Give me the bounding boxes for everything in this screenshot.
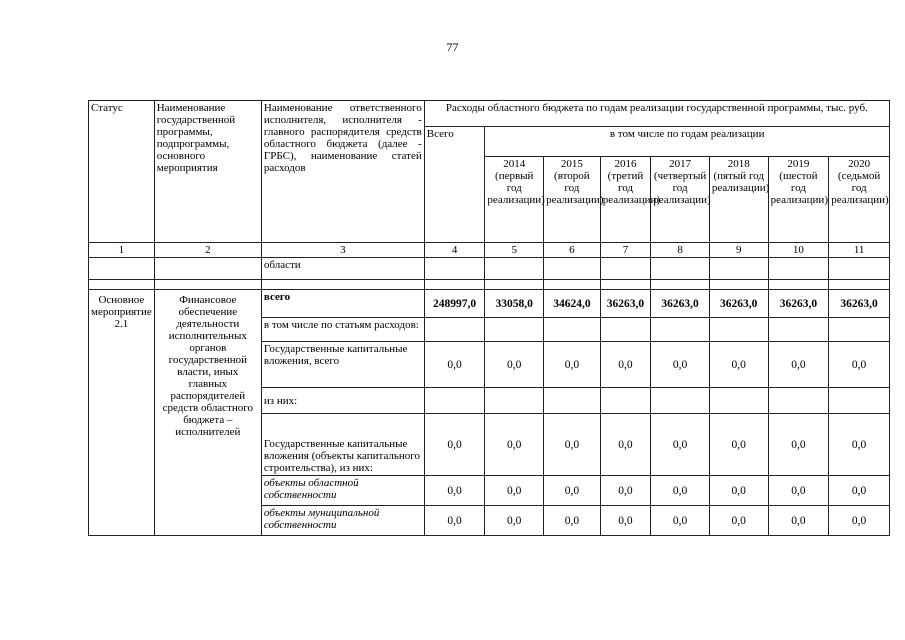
column-number: 6 xyxy=(544,243,601,258)
row-value xyxy=(544,318,601,342)
row-label: в том числе по статьям расходов: xyxy=(261,318,424,342)
row-value: 0,0 xyxy=(709,414,768,476)
column-number: 3 xyxy=(261,243,424,258)
row-label: Государственные капитальные вложения, всего xyxy=(261,342,424,388)
main-event-name: Финансовое обеспечение деятельности исполнительных органов государственной власти, иных главных распорядителей средств областного бюджета – исполнителей xyxy=(154,290,261,536)
row-value: 0,0 xyxy=(600,342,651,388)
row-value xyxy=(709,318,768,342)
row-value xyxy=(424,388,485,414)
row-value: 0,0 xyxy=(600,476,651,506)
row-value xyxy=(544,388,601,414)
row-value: 0,0 xyxy=(651,506,710,536)
row-value: 0,0 xyxy=(485,342,544,388)
row-value xyxy=(651,388,710,414)
row-value xyxy=(768,388,829,414)
carry-row xyxy=(89,258,890,280)
row-value: 0,0 xyxy=(544,476,601,506)
row-value: 0,0 xyxy=(709,476,768,506)
carry-executor: области xyxy=(261,258,424,280)
header-year-2015: 2015 (второй год реализации) xyxy=(544,157,601,243)
column-number: 7 xyxy=(600,243,651,258)
column-number: 11 xyxy=(829,243,890,258)
column-numbers-row xyxy=(89,243,890,258)
row-value: 0,0 xyxy=(651,414,710,476)
column-number: 9 xyxy=(709,243,768,258)
row-value: 0,0 xyxy=(424,506,485,536)
row-value xyxy=(651,318,710,342)
row-value: 0,0 xyxy=(544,414,601,476)
row-value: 0,0 xyxy=(651,476,710,506)
header-year-2018: 2018 (пятый год реализации) xyxy=(709,157,768,243)
header-row-1 xyxy=(89,101,890,127)
row-value xyxy=(600,388,651,414)
column-number: 1 xyxy=(89,243,155,258)
header-total: Всего xyxy=(424,127,485,243)
row-value: 0,0 xyxy=(768,342,829,388)
row-label: из них: xyxy=(261,388,424,414)
column-number: 8 xyxy=(651,243,710,258)
row-value: 0,0 xyxy=(424,342,485,388)
row-label: объекты областной собственности xyxy=(261,476,424,506)
header-executor: Наименование ответственного исполнителя, исполнителя - главного распорядителя средств областного бюджета (далее - ГРБС), наименование статей расходов xyxy=(261,101,424,243)
header-year-2016: 2016 (третий год реализации) xyxy=(600,157,651,243)
row-value: 0,0 xyxy=(600,506,651,536)
row-value xyxy=(600,318,651,342)
column-number: 4 xyxy=(424,243,485,258)
row-value: 0,0 xyxy=(768,506,829,536)
header-by-years: в том числе по годам реализации xyxy=(485,127,890,157)
row-value xyxy=(709,388,768,414)
header-year-2020: 2020 (седьмой год реализации) xyxy=(829,157,890,243)
header-year-2017: 2017 (четвертый год реализации) xyxy=(651,157,710,243)
row-value: 33058,0 xyxy=(485,290,544,318)
page-number: 77 xyxy=(446,40,459,54)
row-value: 0,0 xyxy=(829,414,890,476)
row-value xyxy=(485,318,544,342)
spacer-row xyxy=(89,280,890,290)
row-value xyxy=(424,318,485,342)
row-label: объекты муниципальной собственности xyxy=(261,506,424,536)
row-value xyxy=(485,388,544,414)
budget-table xyxy=(88,100,890,536)
header-year-2014: 2014 (первый год реализации) xyxy=(485,157,544,243)
column-number: 10 xyxy=(768,243,829,258)
column-number: 2 xyxy=(154,243,261,258)
header-expenses: Расходы областного бюджета по годам реализации государственной программы, тыс. руб. xyxy=(424,101,889,127)
row-value: 248997,0 xyxy=(424,290,485,318)
row-value: 36263,0 xyxy=(600,290,651,318)
row-value: 34624,0 xyxy=(544,290,601,318)
header-status: Статус xyxy=(89,101,155,243)
carry-program xyxy=(154,258,261,280)
header-program-name: Наименование государственной программы, подпрограммы, основного мероприятия xyxy=(154,101,261,243)
row-value: 36263,0 xyxy=(829,290,890,318)
row-value: 36263,0 xyxy=(651,290,710,318)
row-value: 36263,0 xyxy=(768,290,829,318)
carry-status xyxy=(89,258,155,280)
row-value: 0,0 xyxy=(651,342,710,388)
row-value: 0,0 xyxy=(424,476,485,506)
row-value: 0,0 xyxy=(544,506,601,536)
row-label: Государственные капитальные вложения (объекты капитального строительства), из них: xyxy=(261,414,424,476)
row-value: 0,0 xyxy=(544,342,601,388)
main-event-status: Основное мероприятие 2.1 xyxy=(89,290,155,536)
row-value: 0,0 xyxy=(829,506,890,536)
row-label: всего xyxy=(261,290,424,318)
row-value xyxy=(829,318,890,342)
row-value: 0,0 xyxy=(768,476,829,506)
row-value: 0,0 xyxy=(829,476,890,506)
row-value: 0,0 xyxy=(485,414,544,476)
row-value xyxy=(829,388,890,414)
row-value: 0,0 xyxy=(600,414,651,476)
row-value xyxy=(768,318,829,342)
row-value: 0,0 xyxy=(768,414,829,476)
row-value: 0,0 xyxy=(485,476,544,506)
row-value: 0,0 xyxy=(829,342,890,388)
row-value: 0,0 xyxy=(485,506,544,536)
row-value: 36263,0 xyxy=(709,290,768,318)
row-value: 0,0 xyxy=(709,506,768,536)
row-value: 0,0 xyxy=(424,414,485,476)
table-row xyxy=(89,290,890,318)
header-year-2019: 2019 (шестой год реализации) xyxy=(768,157,829,243)
row-value: 0,0 xyxy=(709,342,768,388)
column-number: 5 xyxy=(485,243,544,258)
